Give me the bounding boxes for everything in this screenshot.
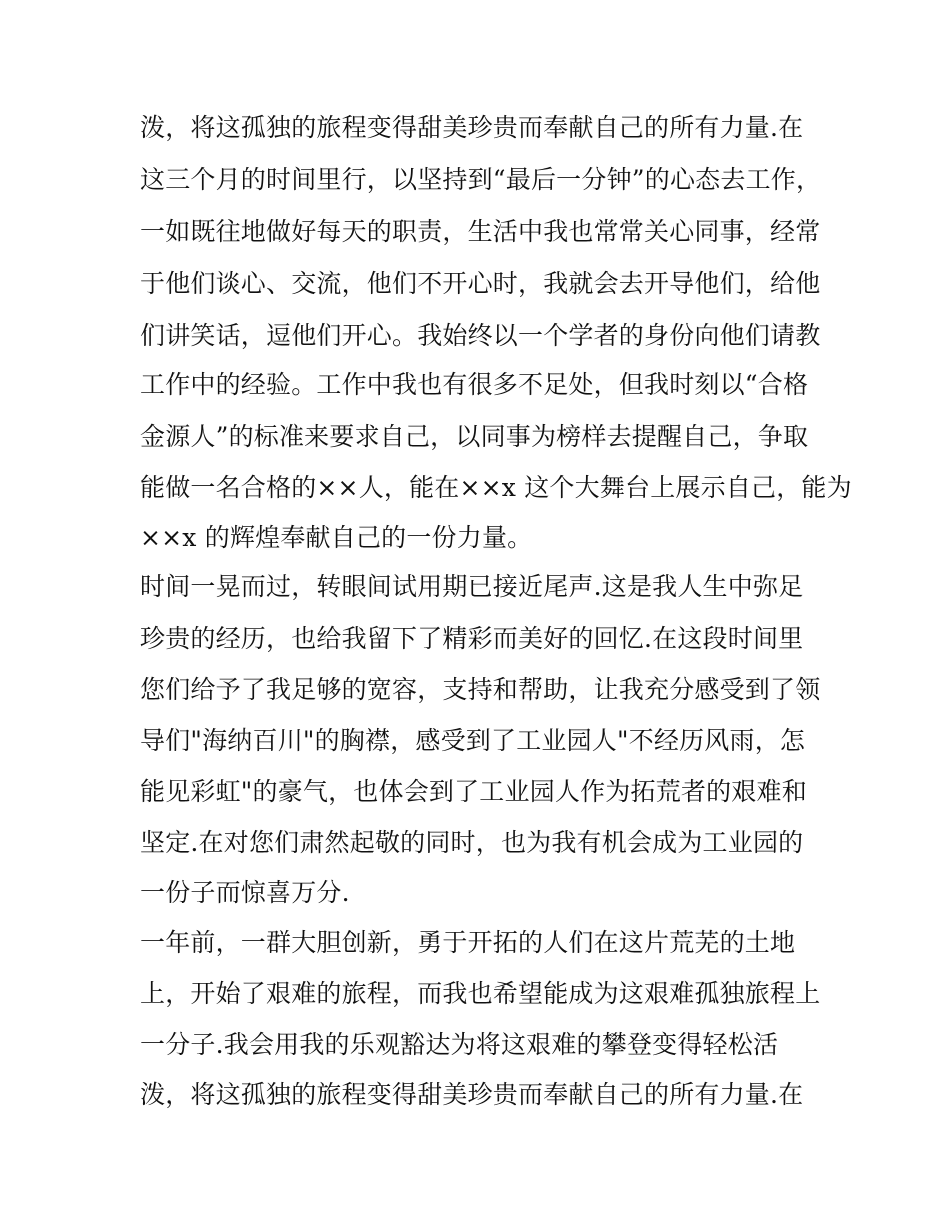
text-line: 能见彩虹"的豪气，也体会到了工业园人作为拓荒者的艰难和 — [140, 777, 807, 806]
text-line: 坚定.在对您们肃然起敬的同时，也为我有机会成为工业园的 — [140, 828, 804, 857]
text-line: 导们"海纳百川"的胸襟，感受到了工业园人"不经历风雨，怎 — [140, 726, 806, 755]
text-line: 您们给予了我足够的宽容，支持和帮助，让我充分感受到了领 — [140, 675, 821, 704]
text-line: ××x 的辉煌奉献自己的一份力量。 — [140, 523, 533, 552]
text-line: 珍贵的经历，也给我留下了精彩而美好的回忆.在这段时间里 — [140, 624, 804, 653]
text-line: 一份子而惊喜万分. — [140, 878, 350, 907]
text-line: 能做一名合格的××人，能在××x 这个大舞台上展示自己，能为 — [140, 473, 852, 502]
text-line: 上，开始了艰难的旅程，而我也希望能成为这艰难孤独旅程上 — [140, 979, 821, 1008]
text-line: 一年前，一群大胆创新，勇于开拓的人们在这片荒芜的土地 — [140, 928, 796, 957]
text-line: 泼，将这孤独的旅程变得甜美珍贵而奉献自己的所有力量.在 — [140, 113, 804, 142]
text-line: 工作中的经验。工作中我也有很多不足处，但我时刻以“合格 — [140, 370, 809, 399]
text-line: 这三个月的时间里行，以坚持到“最后一分钟”的心态去工作， — [140, 165, 822, 194]
text-line: 一如既往地做好每天的职责，生活中我也常常关心同事，经常 — [140, 217, 821, 246]
text-line: 金源人”的标准来要求自己，以同事为榜样去提醒自己，争取 — [140, 422, 809, 451]
text-line: 时间一晃而过，转眼间试用期已接近尾声.这是我人生中弥足 — [140, 572, 804, 601]
text-line: 于他们谈心、交流，他们不开心时，我就会去开导他们，给他 — [140, 269, 821, 298]
text-line: 们讲笑话，逗他们开心。我始终以一个学者的身份向他们请教 — [140, 321, 821, 350]
text-line: 泼，将这孤独的旅程变得甜美珍贵而奉献自己的所有力量.在 — [140, 1080, 804, 1109]
text-line: 一分子.我会用我的乐观豁达为将这艰难的攀登变得轻松活 — [140, 1030, 779, 1059]
